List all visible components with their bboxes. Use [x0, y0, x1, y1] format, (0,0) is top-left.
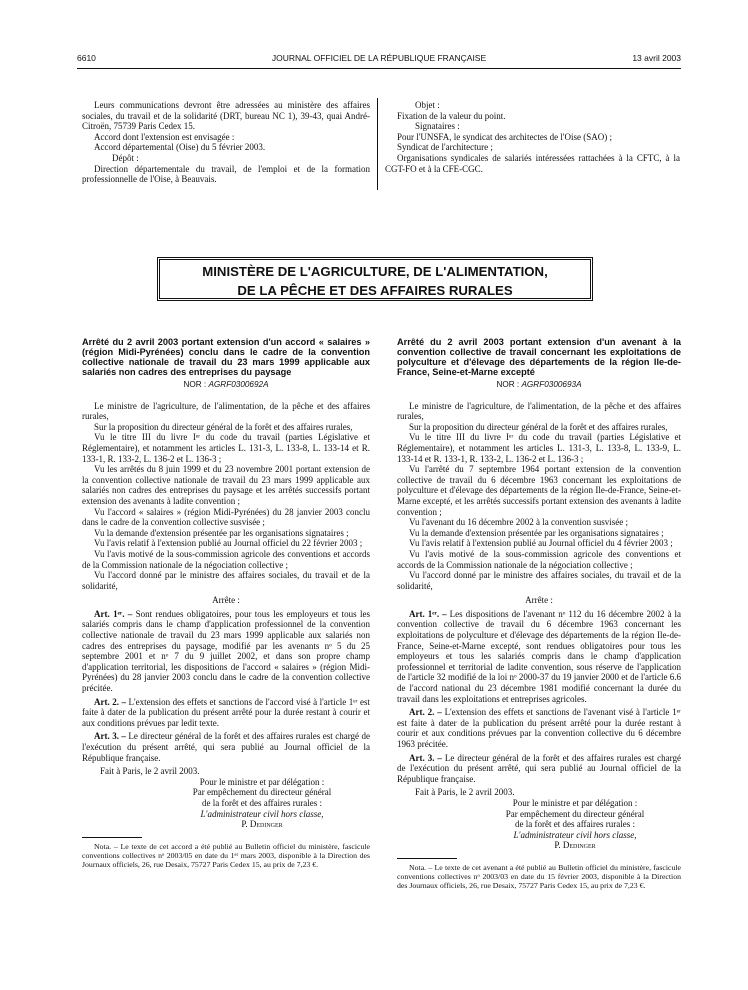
paragraph: Vu l'accord « salaires » (région Midi-Pyrénées) du 28 janvier 2003 conclu dans le cadre de la convention collective susvisée ;	[82, 506, 370, 528]
section-label: Dépôt :	[112, 152, 139, 163]
nota-note: Nota. – Le texte de cet accord a été publié au Bulletin officiel du ministère, fascicule conventions collectives nᵒ 2003/05 en date du 1ᵉʳ mars 2003, disponible à la Direction des Journaux officiels, 26, rue Desaix, 75727 Paris Cedex 15, au prix de 7,23 €.	[82, 841, 370, 869]
paragraph: Sur la proposition du directeur général de la forêt et des affaires rurales,	[94, 421, 353, 432]
signature-line: Pour le ministre et par délégation :	[512, 797, 638, 808]
paragraph: Le ministre de l'agriculture, de l'alimentation, de la pêche et des affaires rurales,	[397, 400, 681, 422]
nor-reference	[397, 380, 681, 391]
clause-number: Art. 2. –	[94, 696, 127, 707]
article-clause	[397, 707, 681, 749]
nota-note: Nota. – Le texte de cet avenant a été publié au Bulletin officiel du ministère, fascicule conventions collectives nᵒ 2003/03 en date du 15 février 2003, disponible à la Direction des Journaux officiels, 26, rue Desaix, 75727 Paris Cedex 15, au prix de 7,23 €.	[397, 862, 681, 890]
paragraph: Vu le titre III du livre Iᵉʳ du code du travail (parties Législative et Réglementaire), et notamment les articles L. 131-3, L. 133-8, L. 133-9, L. 133-14 et R. 133-1, R. 133-2, L. 136-2 et L. 136-3 ;	[397, 432, 681, 464]
header-rule	[77, 68, 681, 69]
article-clause	[82, 731, 370, 763]
journal-title: JOURNAL OFFICIEL DE LA RÉPUBLIQUE FRANÇAISE	[271, 53, 487, 63]
left-article	[82, 337, 370, 869]
top-right-column	[385, 100, 680, 174]
paragraph: Pour l'UNSFA, le syndicat des architectes de l'Oise (SAO) ;	[397, 131, 613, 142]
clause-text: Le directeur général de la forêt et des affaires rurales est chargé de l'exécution du présent arrêté, qui sera publié au Journal officiel de la République française.	[397, 752, 682, 784]
paragraph: Vu l'avis motivé de la sous-commission agricole des conventions et accords de la Commission nationale de la négociation collective ;	[82, 548, 370, 570]
paragraph: Direction départementale du travail, de l'emploi et de la formation professionnelle de l'Oise, à Beauvais.	[82, 163, 370, 185]
paragraph: Sur la proposition du directeur général de la forêt et des affaires rurales,	[409, 421, 668, 432]
clause-number: Art. 2. –	[409, 707, 442, 718]
paragraph: Le ministre de l'agriculture, de l'alimentation, de la pêche et des affaires rurales,	[82, 400, 370, 422]
section-label: Signataires :	[415, 121, 460, 132]
article-clause	[82, 697, 370, 729]
paragraph: Vu l'avenant du 16 décembre 2002 à la convention susvisée ;	[409, 517, 629, 528]
nor-code: AGRF0300692A	[208, 380, 269, 389]
arrete-label: Arrête :	[525, 595, 553, 606]
signatory-name: P. Dedinger	[241, 819, 283, 830]
article-clause	[397, 753, 681, 785]
nor-code: AGRF0300693A	[521, 380, 582, 389]
paragraph: Vu la demande d'extension présentée par les organisations signataires ;	[409, 527, 664, 538]
place-date: Fait à Paris, le 2 avril 2003.	[415, 787, 515, 798]
paragraph: Vu l'avis motivé de la sous-commission agricole des conventions et accords de la Commission nationale de la négociation collective ;	[397, 548, 681, 570]
signature-line: Par empêchement du directeur général	[505, 808, 645, 819]
clause-text: L'extension des effets et sanctions de l'accord visé à l'article 1ᵉʳ est faite à dater de la publication du présent arrêté pour la durée restant à courir et aux conditions prévues par ledit texte.	[82, 696, 370, 728]
signatory-name: P. Dedinger	[554, 840, 596, 851]
article-clause	[397, 609, 681, 704]
signature-line: Pour le ministre et par délégation :	[199, 776, 325, 787]
paragraph: Accord dont l'extension est envisagée :	[94, 131, 235, 142]
clause-text: Les dispositions de l'avenant nᵒ 112 du 16 décembre 2002 à la convention collective de travail du 6 décembre 1963 concernant les exploitations de polyculture et d'élevage des départements de la région Ile-de-France, Seine-et-Marne excepté, sont rendues obligatoires pour tous les employeurs et tous les salariés compris dans le champ d'application professionnel et territorial de ladite convention, sous réserve de l'application de l'article 32 modifié de la loi nᵒ 2000-37 du 19 janvier 2000 et de l'article 6.6 de l'accord national du 23 décembre 1981 modifié concernant la durée du travail dans les exploitations et entreprises agricoles.	[397, 608, 681, 704]
place-date: Fait à Paris, le 2 avril 2003.	[100, 766, 200, 777]
article-title: Arrêté du 2 avril 2003 portant extension d'un accord « salaires » (région Midi-Pyrénées) conclu dans le cadre de la convention collective nationale de travail du 23 mars 1999 applicable aux salariés non cadres des entreprises du paysage	[82, 337, 370, 377]
issue-date: 13 avril 2003	[632, 53, 681, 63]
page-number: 6610	[77, 53, 96, 63]
paragraph: Organisations syndicales de salariés intéressées rattachées à la CFTC, à la CGT-FO et à la CFE-CGC.	[385, 152, 680, 174]
page-header	[77, 53, 681, 67]
arrete-label: Arrête :	[212, 595, 240, 606]
paragraph: Syndicat de l'architecture ;	[397, 142, 493, 153]
ministry-heading	[157, 257, 593, 301]
signatory-title: L'administrateur civil hors classe,	[200, 808, 324, 819]
paragraph: Vu l'accord donné par le ministre des affaires sociales, du travail et de la solidarité,	[82, 570, 370, 591]
paragraph: Fixation de la valeur du point.	[397, 110, 506, 121]
clause-number: Art. 3. –	[94, 731, 126, 742]
clause-text: L'extension des effets et sanctions de l'avenant visé à l'article 1ᵉʳ est faite à dater de la publication du présent arrêté pour la durée restant à courir et aux conditions prévues par la convention collective du 6 décembre 1963 précitée.	[397, 707, 681, 749]
right-article	[397, 337, 681, 890]
clause-text: Sont rendues obligatoires, pour tous les employeurs et tous les salariés compris dans le champ d'application professionnel de la convention collective nationale de travail du 23 mars 1999 applicable aux salariés non cadres des entreprises du paysage, modifié par les avenants nᵒ 5 du 25 septembre 2001 et nᵒ 7 du 9 juillet 2002, et dans son propre champ d'application territorial, les dispositions de l'accord « salaires » (région Midi-Pyrénées) du 28 janvier 2003 conclu dans le cadre de la convention collective précitée.	[82, 608, 371, 694]
paragraph: Vu l'avis relatif à l'extension publié au Journal officiel du 4 février 2003 ;	[409, 538, 673, 549]
paragraph: Vu la demande d'extension présentée par les organisations signataires ;	[94, 527, 349, 538]
signature-line: Par empêchement du directeur général	[192, 787, 332, 798]
top-left-column	[82, 100, 370, 185]
signature-line: de la forêt et des affaires rurales :	[201, 797, 323, 808]
clause-number: Art. 1ᵉʳ. –	[94, 608, 133, 619]
paragraph: Vu le titre III du livre Iᵉʳ du code du travail (parties Législative et Réglementaire), et notamment les articles L. 131-3, L. 133-8, L. 133-14 et R. 133-1, R. 133-2, L. 136-2 et L. 136-3 ;	[82, 432, 370, 464]
nor-label: NOR :	[496, 380, 520, 389]
ministry-line: MINISTÈRE DE L'AGRICULTURE, DE L'ALIMENTATION,	[202, 264, 548, 279]
paragraph: Vu les arrêtés du 8 juin 1999 et du 23 novembre 2001 portant extension de la convention collective nationale de travail du 23 mars 1999 applicable aux salariés non cadres des entreprises du paysage et les arrêtés successifs portant extension des avenants à ladite convention ;	[82, 464, 370, 506]
signature-line: de la forêt et des affaires rurales :	[514, 819, 636, 830]
ministry-line: DE LA PÊCHE ET DES AFFAIRES RURALES	[237, 283, 513, 298]
paragraph: Leurs communications devront être adressées au ministère des affaires sociales, du travail et de la solidarité (DRT, bureau NC 1), 39-43, quai André-Citroën, 75739 Paris Cedex 15.	[82, 100, 370, 132]
section-label: Objet :	[415, 100, 440, 110]
note-rule	[397, 858, 457, 859]
nor-reference	[82, 380, 370, 391]
paragraph: Vu l'accord donné par le ministre des affaires sociales, du travail et de la solidarité,	[397, 570, 681, 591]
paragraph: Accord départemental (Oise) du 5 février 2003.	[94, 142, 266, 153]
article-clause	[82, 609, 370, 694]
clause-number: Art. 1ᵉʳ. –	[409, 608, 447, 619]
clause-text: Le directeur général de la forêt et des affaires rurales est chargé de l'exécution du présent arrêté, qui sera publié au Journal officiel de la République française.	[82, 731, 370, 763]
paragraph: Vu l'avis relatif à l'extension publié au Journal officiel du 22 février 2003 ;	[94, 538, 363, 549]
nor-label: NOR :	[183, 380, 207, 389]
article-title: Arrêté du 2 avril 2003 portant extension d'un avenant à la convention collective de travail concernant les exploitations de polyculture et d'élevage des départements de la région Ile-de-France, Seine-et-Marne excepté	[397, 337, 681, 377]
clause-number: Art. 3. –	[409, 752, 442, 763]
paragraph: Vu l'arrêté du 7 septembre 1964 portant extension de la convention collective de travail du 6 décembre 1963 concernant les exploitations de polyculture et d'élevage des départements de la région Ile-de-France, Seine-et-Marne excepté, et les arrêtés successifs portant extension des avenants à ladite convention ;	[397, 464, 681, 517]
column-divider	[377, 98, 378, 190]
note-rule	[82, 837, 142, 838]
signatory-title: L'administrateur civil hors classe,	[513, 829, 637, 840]
